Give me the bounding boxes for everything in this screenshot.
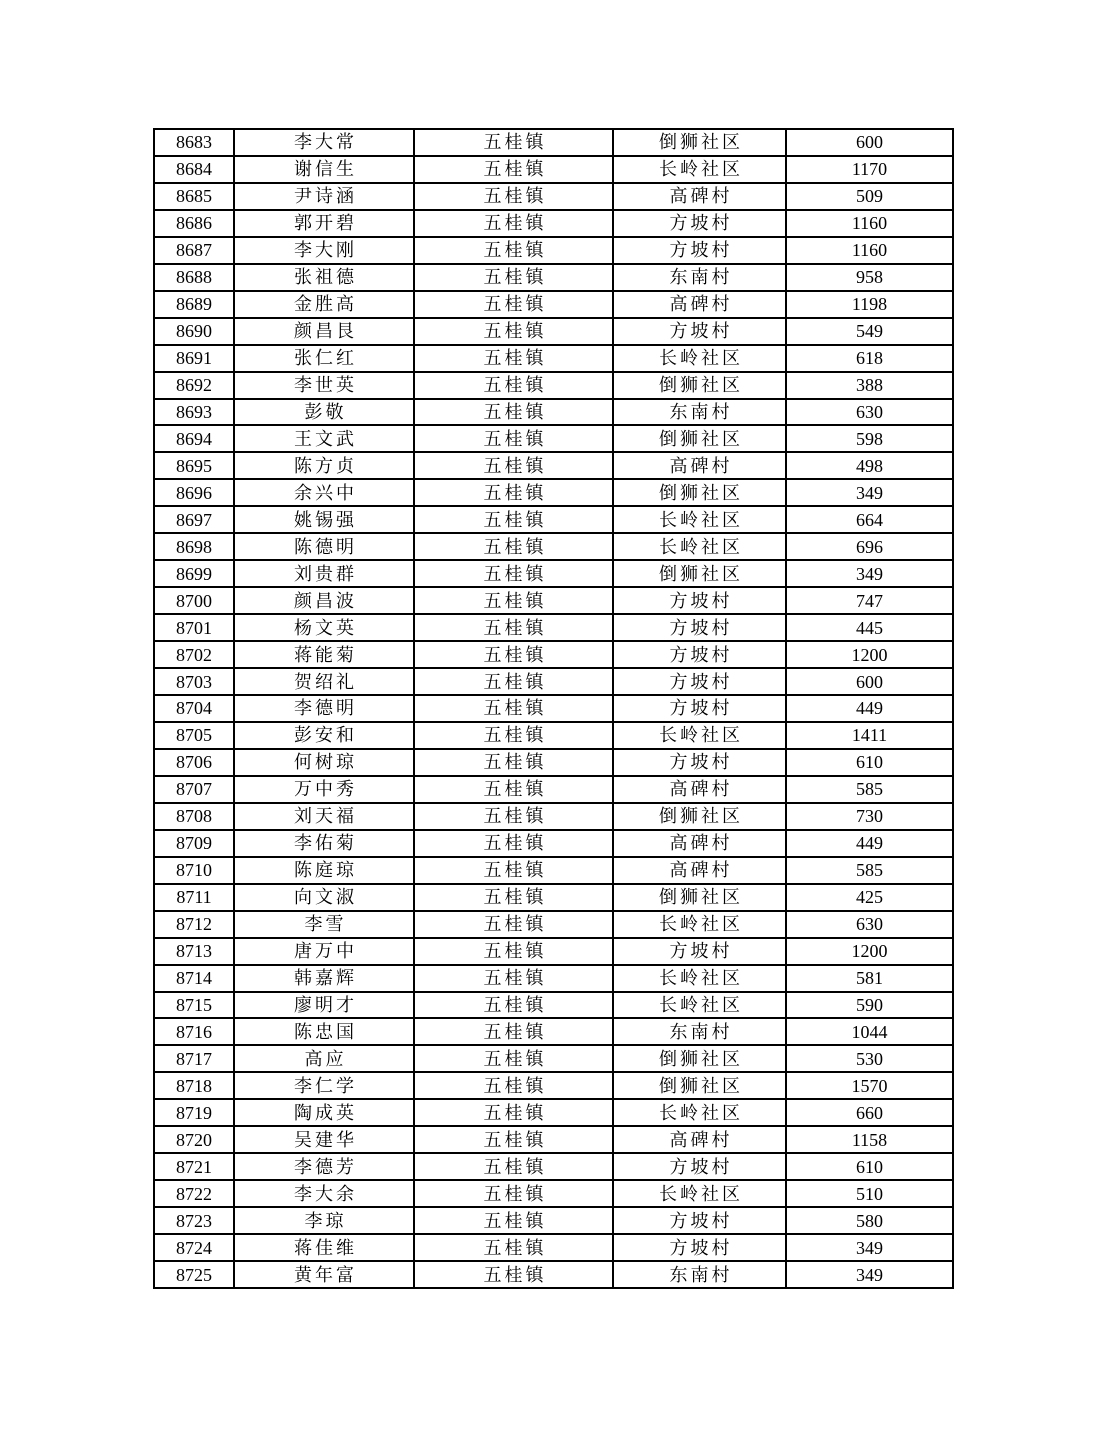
cell-name: 李大刚 [234, 237, 414, 264]
cell-name: 李德明 [234, 695, 414, 722]
cell-amount: 1411 [786, 722, 953, 749]
cell-name: 李仁学 [234, 1072, 414, 1099]
cell-record-id: 8720 [154, 1126, 234, 1153]
cell-amount: 1198 [786, 291, 953, 318]
table-row [154, 237, 953, 264]
cell-town: 五桂镇 [414, 264, 613, 291]
cell-village-community: 方坡村 [613, 614, 786, 641]
cell-name: 蒋能菊 [234, 641, 414, 668]
cell-amount: 349 [786, 560, 953, 587]
cell-town: 五桂镇 [414, 1207, 613, 1234]
cell-town: 五桂镇 [414, 1018, 613, 1045]
cell-name: 余兴中 [234, 479, 414, 506]
cell-village-community: 倒狮社区 [613, 479, 786, 506]
cell-record-id: 8696 [154, 479, 234, 506]
cell-name: 贺绍礼 [234, 668, 414, 695]
table-row [154, 668, 953, 695]
cell-village-community: 倒狮社区 [613, 803, 786, 830]
cell-amount: 425 [786, 884, 953, 911]
cell-name: 何树琼 [234, 749, 414, 776]
cell-town: 五桂镇 [414, 237, 613, 264]
cell-amount: 388 [786, 372, 953, 399]
cell-record-id: 8689 [154, 291, 234, 318]
cell-record-id: 8717 [154, 1045, 234, 1072]
cell-town: 五桂镇 [414, 614, 613, 641]
cell-village-community: 方坡村 [613, 695, 786, 722]
cell-village-community: 方坡村 [613, 1153, 786, 1180]
cell-village-community: 高碑村 [613, 291, 786, 318]
cell-name: 韩嘉辉 [234, 965, 414, 992]
table-row [154, 1153, 953, 1180]
cell-name: 谢信生 [234, 156, 414, 183]
cell-town: 五桂镇 [414, 129, 613, 156]
cell-village-community: 倒狮社区 [613, 425, 786, 452]
cell-record-id: 8685 [154, 183, 234, 210]
table-row [154, 452, 953, 479]
cell-amount: 549 [786, 318, 953, 345]
cell-name: 陈德明 [234, 533, 414, 560]
cell-name: 李佑菊 [234, 830, 414, 857]
cell-village-community: 方坡村 [613, 668, 786, 695]
cell-village-community: 倒狮社区 [613, 1072, 786, 1099]
table-row [154, 1072, 953, 1099]
cell-village-community: 高碑村 [613, 183, 786, 210]
table-row [154, 1099, 953, 1126]
table-row [154, 372, 953, 399]
cell-record-id: 8699 [154, 560, 234, 587]
cell-town: 五桂镇 [414, 210, 613, 237]
table-row [154, 830, 953, 857]
cell-village-community: 高碑村 [613, 1126, 786, 1153]
cell-village-community: 东南村 [613, 1018, 786, 1045]
cell-name: 陈方贞 [234, 452, 414, 479]
cell-town: 五桂镇 [414, 722, 613, 749]
cell-village-community: 方坡村 [613, 210, 786, 237]
cell-amount: 598 [786, 425, 953, 452]
cell-town: 五桂镇 [414, 291, 613, 318]
cell-town: 五桂镇 [414, 156, 613, 183]
cell-name: 陈庭琼 [234, 857, 414, 884]
cell-town: 五桂镇 [414, 857, 613, 884]
cell-record-id: 8719 [154, 1099, 234, 1126]
table-row [154, 803, 953, 830]
cell-amount: 1200 [786, 641, 953, 668]
cell-record-id: 8722 [154, 1180, 234, 1207]
cell-town: 五桂镇 [414, 938, 613, 965]
table-row [154, 857, 953, 884]
cell-name: 吴建华 [234, 1126, 414, 1153]
table-row [154, 264, 953, 291]
table-row [154, 1207, 953, 1234]
cell-village-community: 方坡村 [613, 1234, 786, 1261]
cell-town: 五桂镇 [414, 884, 613, 911]
cell-record-id: 8690 [154, 318, 234, 345]
cell-record-id: 8687 [154, 237, 234, 264]
cell-town: 五桂镇 [414, 992, 613, 1019]
cell-village-community: 方坡村 [613, 641, 786, 668]
cell-amount: 1170 [786, 156, 953, 183]
cell-town: 五桂镇 [414, 1234, 613, 1261]
cell-town: 五桂镇 [414, 587, 613, 614]
cell-amount: 585 [786, 776, 953, 803]
cell-village-community: 方坡村 [613, 938, 786, 965]
cell-village-community: 倒狮社区 [613, 1045, 786, 1072]
cell-village-community: 方坡村 [613, 318, 786, 345]
cell-amount: 580 [786, 1207, 953, 1234]
cell-amount: 630 [786, 399, 953, 426]
cell-village-community: 高碑村 [613, 830, 786, 857]
cell-amount: 630 [786, 911, 953, 938]
cell-name: 王文武 [234, 425, 414, 452]
cell-amount: 1200 [786, 938, 953, 965]
cell-record-id: 8707 [154, 776, 234, 803]
table-row [154, 776, 953, 803]
cell-town: 五桂镇 [414, 668, 613, 695]
table-row [154, 1180, 953, 1207]
table-row [154, 533, 953, 560]
cell-name: 张仁红 [234, 345, 414, 372]
cell-amount: 618 [786, 345, 953, 372]
cell-record-id: 8710 [154, 857, 234, 884]
table-row [154, 614, 953, 641]
cell-amount: 1570 [786, 1072, 953, 1099]
cell-record-id: 8688 [154, 264, 234, 291]
cell-amount: 664 [786, 506, 953, 533]
table-row [154, 1018, 953, 1045]
cell-village-community: 长岭社区 [613, 506, 786, 533]
records-table-container [153, 128, 954, 1289]
cell-record-id: 8724 [154, 1234, 234, 1261]
cell-town: 五桂镇 [414, 641, 613, 668]
cell-amount: 1160 [786, 210, 953, 237]
cell-village-community: 倒狮社区 [613, 372, 786, 399]
cell-village-community: 长岭社区 [613, 1180, 786, 1207]
table-row [154, 506, 953, 533]
cell-name: 尹诗涵 [234, 183, 414, 210]
table-row [154, 156, 953, 183]
cell-record-id: 8706 [154, 749, 234, 776]
table-row [154, 992, 953, 1019]
cell-village-community: 长岭社区 [613, 965, 786, 992]
cell-town: 五桂镇 [414, 506, 613, 533]
cell-record-id: 8713 [154, 938, 234, 965]
cell-name: 刘贵群 [234, 560, 414, 587]
cell-town: 五桂镇 [414, 965, 613, 992]
cell-village-community: 东南村 [613, 399, 786, 426]
cell-amount: 349 [786, 1234, 953, 1261]
cell-town: 五桂镇 [414, 1099, 613, 1126]
table-row [154, 722, 953, 749]
cell-record-id: 8683 [154, 129, 234, 156]
cell-record-id: 8697 [154, 506, 234, 533]
cell-town: 五桂镇 [414, 372, 613, 399]
table-row [154, 399, 953, 426]
cell-record-id: 8693 [154, 399, 234, 426]
cell-amount: 509 [786, 183, 953, 210]
cell-town: 五桂镇 [414, 803, 613, 830]
cell-town: 五桂镇 [414, 183, 613, 210]
cell-record-id: 8700 [154, 587, 234, 614]
cell-amount: 747 [786, 587, 953, 614]
cell-record-id: 8723 [154, 1207, 234, 1234]
cell-record-id: 8718 [154, 1072, 234, 1099]
cell-village-community: 高碑村 [613, 857, 786, 884]
cell-amount: 498 [786, 452, 953, 479]
cell-town: 五桂镇 [414, 345, 613, 372]
cell-amount: 581 [786, 965, 953, 992]
cell-name: 唐万中 [234, 938, 414, 965]
cell-amount: 449 [786, 695, 953, 722]
cell-name: 李大余 [234, 1180, 414, 1207]
cell-record-id: 8715 [154, 992, 234, 1019]
cell-amount: 349 [786, 479, 953, 506]
table-row [154, 1045, 953, 1072]
cell-record-id: 8698 [154, 533, 234, 560]
cell-amount: 585 [786, 857, 953, 884]
table-row [154, 938, 953, 965]
cell-village-community: 长岭社区 [613, 345, 786, 372]
cell-name: 向文淑 [234, 884, 414, 911]
cell-village-community: 倒狮社区 [613, 129, 786, 156]
cell-amount: 730 [786, 803, 953, 830]
cell-amount: 660 [786, 1099, 953, 1126]
cell-record-id: 8686 [154, 210, 234, 237]
cell-record-id: 8721 [154, 1153, 234, 1180]
cell-record-id: 8712 [154, 911, 234, 938]
cell-name: 郭开碧 [234, 210, 414, 237]
cell-amount: 610 [786, 1153, 953, 1180]
records-table-body [154, 129, 953, 1288]
cell-record-id: 8709 [154, 830, 234, 857]
cell-town: 五桂镇 [414, 1072, 613, 1099]
cell-record-id: 8711 [154, 884, 234, 911]
cell-town: 五桂镇 [414, 776, 613, 803]
records-table [153, 128, 954, 1289]
table-row [154, 1126, 953, 1153]
cell-amount: 590 [786, 992, 953, 1019]
cell-amount: 530 [786, 1045, 953, 1072]
table-row [154, 1234, 953, 1261]
cell-village-community: 长岭社区 [613, 911, 786, 938]
cell-amount: 696 [786, 533, 953, 560]
cell-name: 李世英 [234, 372, 414, 399]
cell-town: 五桂镇 [414, 1126, 613, 1153]
cell-record-id: 8695 [154, 452, 234, 479]
table-row [154, 641, 953, 668]
table-row [154, 965, 953, 992]
table-row [154, 560, 953, 587]
cell-name: 万中秀 [234, 776, 414, 803]
cell-record-id: 8725 [154, 1261, 234, 1288]
cell-name: 李雪 [234, 911, 414, 938]
cell-record-id: 8684 [154, 156, 234, 183]
cell-amount: 1158 [786, 1126, 953, 1153]
table-row [154, 345, 953, 372]
cell-village-community: 高碑村 [613, 776, 786, 803]
cell-town: 五桂镇 [414, 560, 613, 587]
cell-village-community: 长岭社区 [613, 1099, 786, 1126]
cell-village-community: 倒狮社区 [613, 884, 786, 911]
table-row [154, 695, 953, 722]
cell-village-community: 长岭社区 [613, 992, 786, 1019]
cell-village-community: 东南村 [613, 1261, 786, 1288]
cell-name: 高应 [234, 1045, 414, 1072]
cell-amount: 600 [786, 668, 953, 695]
cell-town: 五桂镇 [414, 533, 613, 560]
cell-village-community: 东南村 [613, 264, 786, 291]
cell-name: 李德芳 [234, 1153, 414, 1180]
cell-town: 五桂镇 [414, 479, 613, 506]
table-row [154, 479, 953, 506]
cell-amount: 600 [786, 129, 953, 156]
cell-record-id: 8703 [154, 668, 234, 695]
cell-name: 蒋佳维 [234, 1234, 414, 1261]
table-row [154, 749, 953, 776]
cell-name: 颜昌艮 [234, 318, 414, 345]
cell-village-community: 方坡村 [613, 749, 786, 776]
cell-record-id: 8702 [154, 641, 234, 668]
cell-record-id: 8704 [154, 695, 234, 722]
table-row [154, 884, 953, 911]
cell-town: 五桂镇 [414, 830, 613, 857]
table-row [154, 291, 953, 318]
cell-town: 五桂镇 [414, 695, 613, 722]
table-row [154, 183, 953, 210]
cell-amount: 958 [786, 264, 953, 291]
cell-name: 张祖德 [234, 264, 414, 291]
cell-village-community: 方坡村 [613, 1207, 786, 1234]
cell-record-id: 8716 [154, 1018, 234, 1045]
table-row [154, 587, 953, 614]
cell-village-community: 长岭社区 [613, 156, 786, 183]
table-row [154, 129, 953, 156]
cell-record-id: 8701 [154, 614, 234, 641]
cell-town: 五桂镇 [414, 749, 613, 776]
cell-village-community: 长岭社区 [613, 533, 786, 560]
cell-record-id: 8708 [154, 803, 234, 830]
cell-record-id: 8705 [154, 722, 234, 749]
cell-village-community: 高碑村 [613, 452, 786, 479]
cell-name: 彭安和 [234, 722, 414, 749]
cell-town: 五桂镇 [414, 399, 613, 426]
cell-name: 廖明才 [234, 992, 414, 1019]
cell-village-community: 倒狮社区 [613, 560, 786, 587]
cell-town: 五桂镇 [414, 1261, 613, 1288]
cell-amount: 510 [786, 1180, 953, 1207]
cell-name: 陶成英 [234, 1099, 414, 1126]
cell-name: 陈忠国 [234, 1018, 414, 1045]
cell-record-id: 8691 [154, 345, 234, 372]
cell-record-id: 8692 [154, 372, 234, 399]
cell-name: 杨文英 [234, 614, 414, 641]
cell-name: 李琼 [234, 1207, 414, 1234]
cell-amount: 610 [786, 749, 953, 776]
cell-amount: 1044 [786, 1018, 953, 1045]
cell-town: 五桂镇 [414, 1045, 613, 1072]
cell-town: 五桂镇 [414, 1180, 613, 1207]
cell-name: 姚锡强 [234, 506, 414, 533]
cell-name: 黄年富 [234, 1261, 414, 1288]
table-row [154, 425, 953, 452]
cell-name: 金胜高 [234, 291, 414, 318]
cell-town: 五桂镇 [414, 425, 613, 452]
cell-amount: 445 [786, 614, 953, 641]
cell-amount: 1160 [786, 237, 953, 264]
cell-amount: 349 [786, 1261, 953, 1288]
cell-amount: 449 [786, 830, 953, 857]
cell-town: 五桂镇 [414, 911, 613, 938]
cell-name: 李大常 [234, 129, 414, 156]
table-row [154, 210, 953, 237]
cell-name: 彭敬 [234, 399, 414, 426]
cell-town: 五桂镇 [414, 318, 613, 345]
table-row [154, 911, 953, 938]
cell-record-id: 8714 [154, 965, 234, 992]
cell-name: 刘天福 [234, 803, 414, 830]
cell-name: 颜昌波 [234, 587, 414, 614]
cell-record-id: 8694 [154, 425, 234, 452]
cell-town: 五桂镇 [414, 452, 613, 479]
table-row [154, 1261, 953, 1288]
cell-village-community: 方坡村 [613, 237, 786, 264]
table-row [154, 318, 953, 345]
cell-village-community: 长岭社区 [613, 722, 786, 749]
cell-town: 五桂镇 [414, 1153, 613, 1180]
cell-village-community: 方坡村 [613, 587, 786, 614]
